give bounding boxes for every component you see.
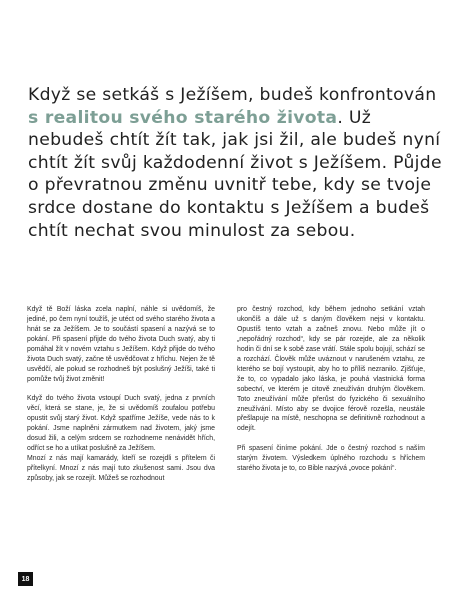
paragraph: pro čestný rozchod, kdy během jednoho setkání vztah ukončíš a dále už s daným člověkem nejsi v kontaktu. Opustíš tento vztah a začneš znovu. Nebo může jít o „nepořádný rozchod“, kdy se pár rozejde, ale za několik hodin či dní se k sobě zase vrátí. Stále spolu bojují, schází se a rozchází. Člověk může uváznout v narušeném vztahu, ze kterého se bojí vystoupit, aby ho to příliš nezranilo. Zjišťuje, že to, co vypadalo jako láska, je pouhá vlastnická forma sobectví, ve kterém je citově zneužíván druhým člověkem. Toto zneužívání může přerůst do fyzického či sexuálního zneužívání. Místo aby se dvojice férově rozešla, neustále přešlapuje na místě, neschopna se definitivně rozhodnout a odejít.	[237, 306, 425, 433]
paragraph: Když do tvého života vstoupí Duch svatý, jedna z prvních věcí, která se stane, je, že si uvědomíš zoufalou potřebu opustit svůj starý život. Když spatříme Ježíše, vede nás to k pokání. Jsme naplněni zármutkem nad životem, jaký jsme dosud žili, a celým srdcem se rozhodneme nenávidět hřích, odříct se ho a utíkat poslušně za Ježíšem. Mnozí z nás mají kamarády, kteří se rozejdli s přítelem či přítelkyní. Mnozí z nás mají tuto zkušenost sami. Jsou dva způsoby, jak se rozejít. Můžeš se rozhodnout	[27, 395, 215, 482]
paragraph: Když tě Boží láska zcela naplní, náhle si uvědomíš, že jediné, po čem nyní toužíš, je utéct od svého starého života a hnát se za Ježíšem. Je to součástí spasení a nazývá se to pokání. Při spasení přijde do tvého života Duch svatý, aby ti pomáhal žít v novém vztahu s Ježíšem. Když přijde do tvého života Duch svatý, začne tě usvědčovat z hříchu. Nejen že tě usvědčí, ale pokud se rozhodneš být poslušný Ježíši, také ti pomůže tvůj život změnit!	[27, 306, 215, 383]
left-column	[27, 305, 215, 493]
headline-part-2: . Už nebudeš chtít žít tak, jak jsi žil, ale budeš nyní chtít žít svůj každodenní život s Ježíšem. Půjde o převratnou změnu uvnitř tebe, kdy se tvoje srdce dostane do kontaktu s Ježíšem a budeš chtít nechat svou minulost za sebou.	[28, 107, 442, 241]
paragraph: Při spasení činíme pokání. Jde o čestný rozchod s naším starým životem. Výsledkem úplného rozchodu s hříchem starého života je to, co Bible nazývá „ovoce pokání“.	[237, 444, 425, 472]
headline-highlight: s realitou svého starého života	[28, 107, 338, 128]
headline-part-1: Když se setkáš s Ježíšem, budeš konfrontován	[28, 85, 437, 105]
page-number: 18	[18, 572, 33, 586]
right-column	[237, 305, 425, 483]
headline	[28, 84, 448, 242]
